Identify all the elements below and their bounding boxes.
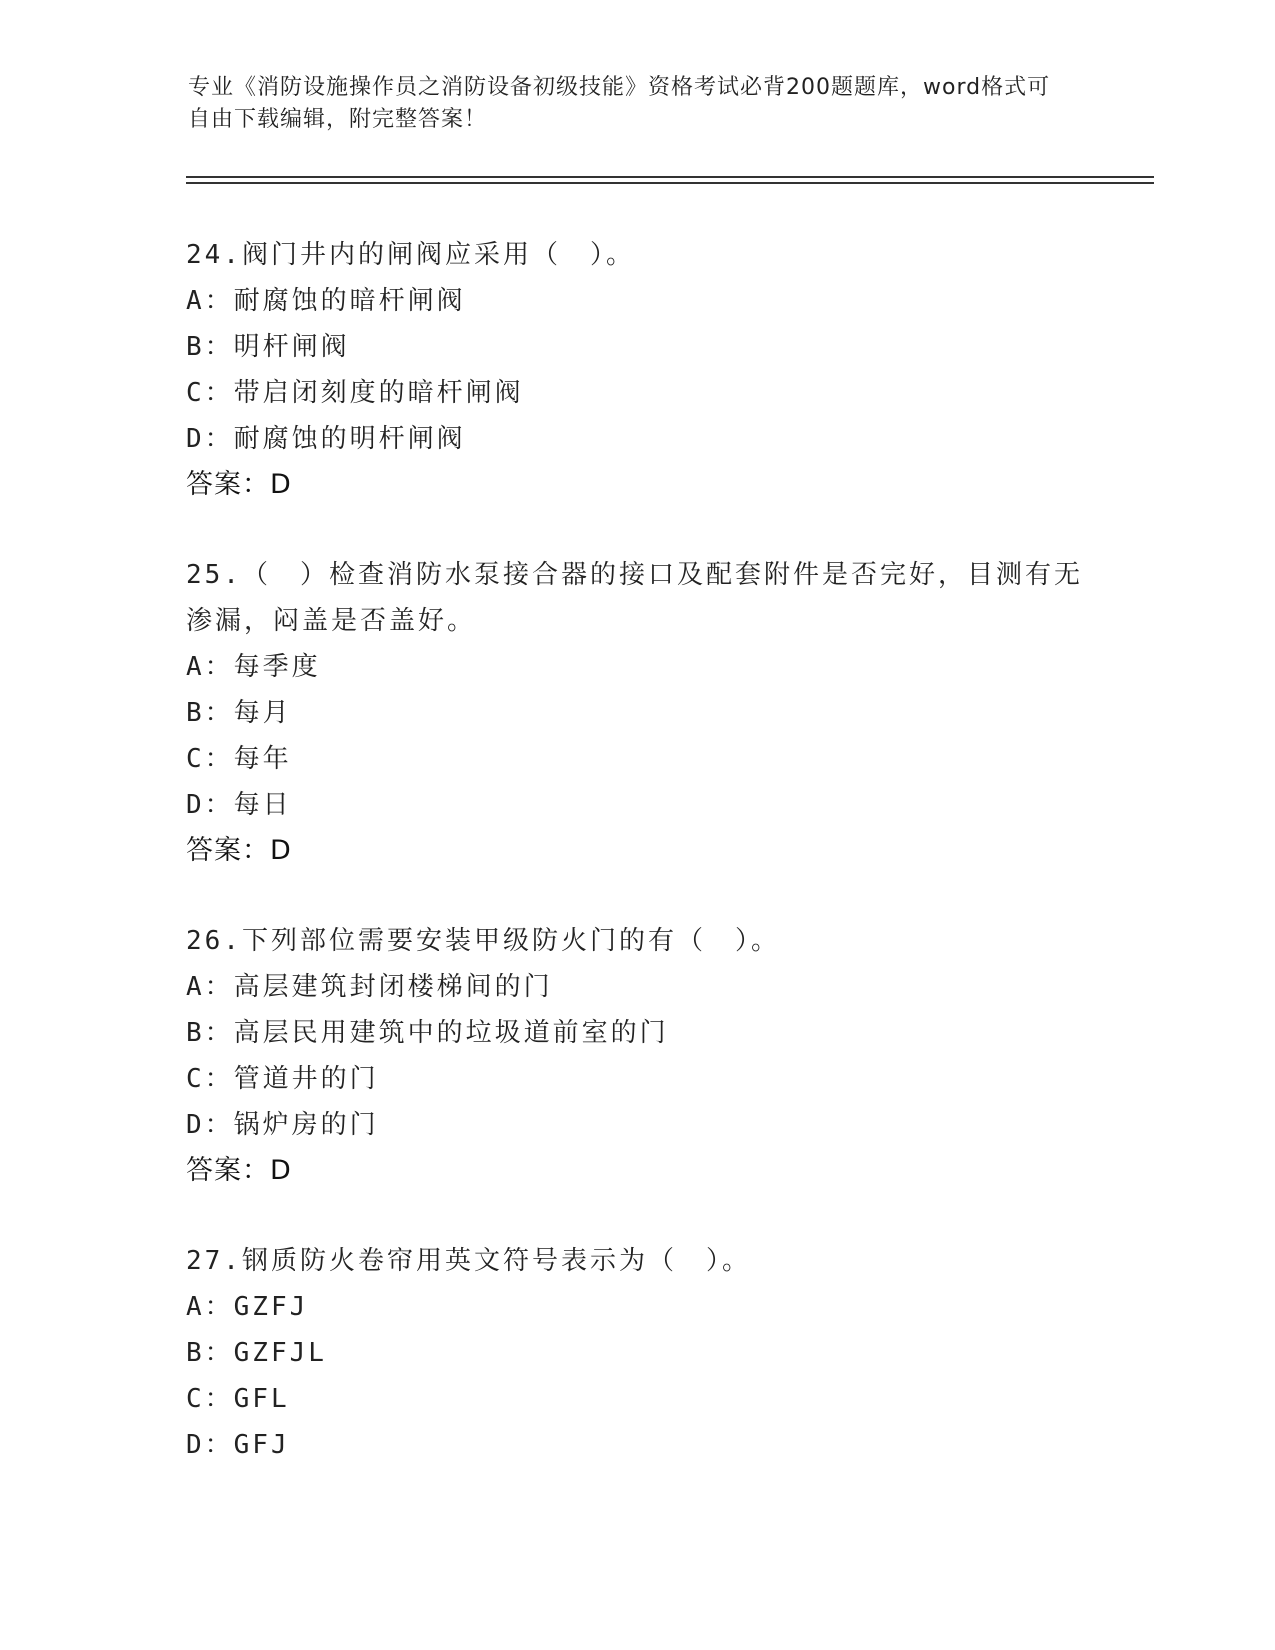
option-c: C：每年 [186,744,292,774]
option-b: B：明杆闸阀 [186,332,350,362]
option-d: D：GFJ [186,1430,290,1460]
question-stem: 24.阀门井内的闸阀应采用（ ）。 [186,240,635,270]
option-c: C：带启闭刻度的暗杆闸阀 [186,378,524,408]
option-c: C：GFL [186,1384,290,1414]
question-stem: 25.（ ）检查消防水泵接合器的接口及配套附件是否完好，目测有无渗漏，闷盖是否盖好。 [186,560,1083,636]
question-stem: 27.钢质防火卷帘用英文符号表示为（ ）。 [186,1246,751,1276]
option-b: B：高层民用建筑中的垃圾道前室的门 [186,1018,669,1048]
option-a: A：高层建筑封闭楼梯间的门 [186,972,553,1002]
answer-line: 答案：D [186,1155,292,1186]
option-b: B：GZFJL [186,1338,327,1368]
answer-line: 答案：D [186,469,292,500]
question-25 [186,552,1086,874]
option-c: C：管道井的门 [186,1064,379,1094]
document-header: 专业《消防设施操作员之消防设备初级技能》资格考试必背200题题库，word格式可自由下载编辑，附完整答案！ [188,75,1051,132]
question-27 [186,1238,1086,1468]
option-d: D：锅炉房的门 [186,1110,379,1140]
question-list [186,232,1086,1512]
option-a: A：GZFJ [186,1292,309,1322]
option-a: A：每季度 [186,652,321,682]
answer-line: 答案：D [186,835,292,866]
question-24 [186,232,1086,508]
question-stem: 26.下列部位需要安装甲级防火门的有（ ）。 [186,926,780,956]
header-divider-top [186,176,1154,178]
option-b: B：每月 [186,698,292,728]
option-a: A：耐腐蚀的暗杆闸阀 [186,286,466,316]
option-d: D：耐腐蚀的明杆闸阀 [186,424,466,454]
header-divider-bottom [186,182,1154,184]
question-26 [186,918,1086,1194]
option-d: D：每日 [186,790,292,820]
